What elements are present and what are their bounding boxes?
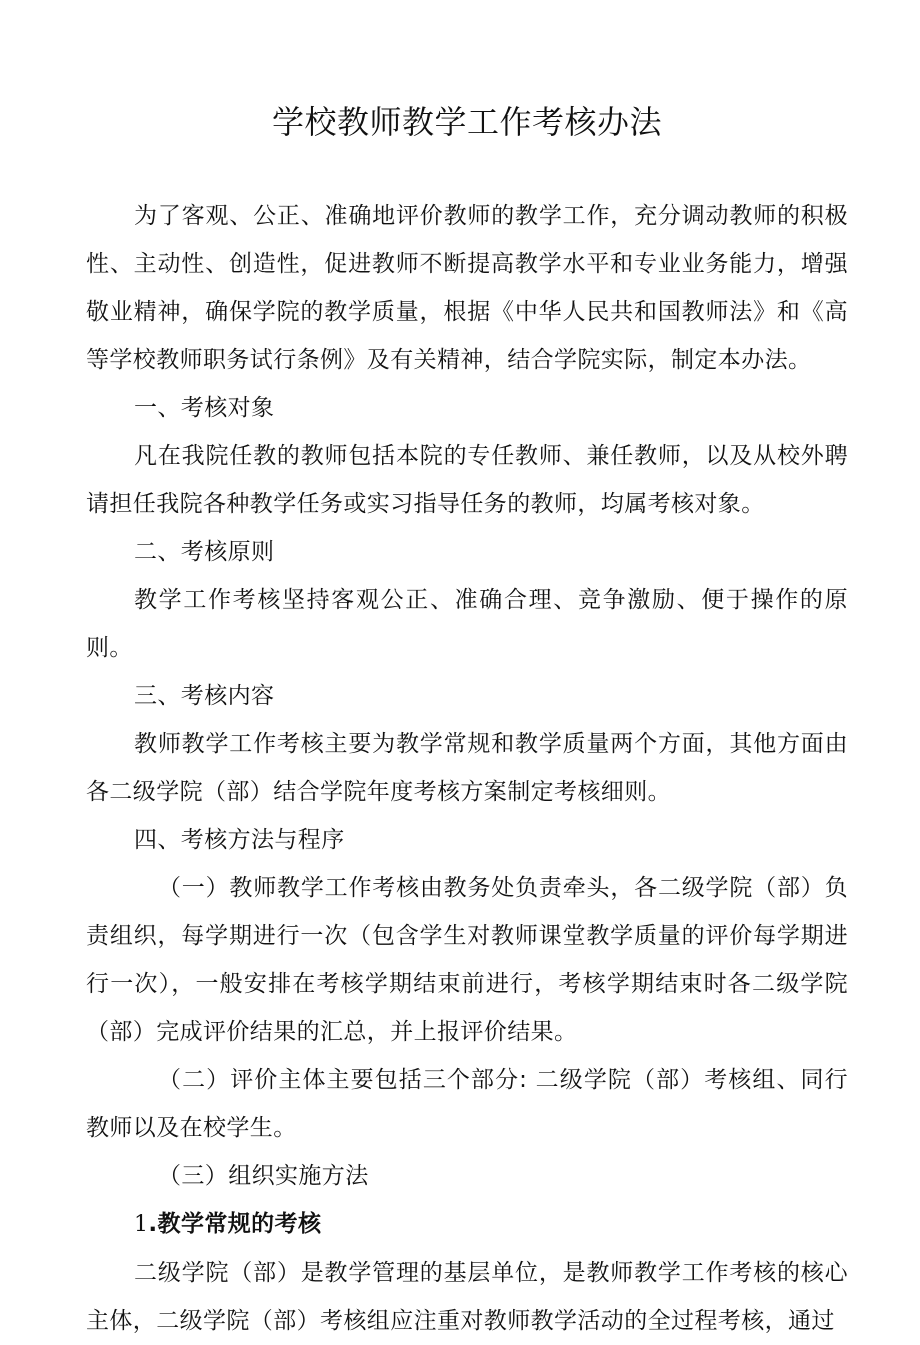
subsection-text-1: 二级学院（部）是教学管理的基层单位，是教师教学工作考核的核心主体，二级学院（部）考核组应注重对教师教学活动的全过程考核，通过 xyxy=(86,1260,848,1334)
section-heading-1: 一、考核对象 xyxy=(134,395,275,421)
document-title: 学校教师教学工作考核办法 xyxy=(271,103,662,141)
section4-item-3-heading: （三）组织实施方法 xyxy=(158,1163,369,1189)
section-text-1: 凡在我院任教的教师包括本院的专任教师、兼任教师，以及从校外聘请担任我院各种教学任务或实习指导任务的教师，均属考核对象。 xyxy=(86,443,848,517)
subsection-number: 1 xyxy=(134,1212,149,1237)
section4-item-2: （二）评价主体主要包括三个部分: 二级学院（部）考核组、同行教师以及在校学生。 xyxy=(86,1067,848,1141)
subsection-heading-1 xyxy=(86,1200,848,1249)
section-heading-2: 二、考核原则 xyxy=(134,539,275,565)
subsection-title: .教学常规的考核 xyxy=(148,1211,322,1237)
section-text-3: 教师教学工作考核主要为教学常规和教学质量两个方面，其他方面由各二级学院（部）结合学院年度考核方案制定考核细则。 xyxy=(86,731,848,805)
intro-paragraph: 为了客观、公正、准确地评价教师的教学工作，充分调动教师的积极性、主动性、创造性，促进教师不断提高教学水平和专业业务能力，增强敬业精神，确保学院的教学质量，根据《中华人民共和国教师法》和《高等学校教师职务试行条例》及有关精神，结合学院实际，制定本办法。 xyxy=(86,203,848,373)
section-heading-3: 三、考核内容 xyxy=(134,683,275,709)
section-heading-4: 四、考核方法与程序 xyxy=(134,827,345,853)
section-text-2: 教学工作考核坚持客观公正、准确合理、竞争激励、便于操作的原则。 xyxy=(86,587,848,661)
document-body xyxy=(86,192,848,1345)
section4-item-1: （一）教师教学工作考核由教务处负责牵头，各二级学院（部）负责组织，每学期进行一次（包含学生对教师课堂教学质量的评价每学期进行一次），一般安排在考核学期结束前进行，考核学期结束时各二级学院（部）完成评价结果的汇总，并上报评价结果。 xyxy=(86,875,848,1045)
